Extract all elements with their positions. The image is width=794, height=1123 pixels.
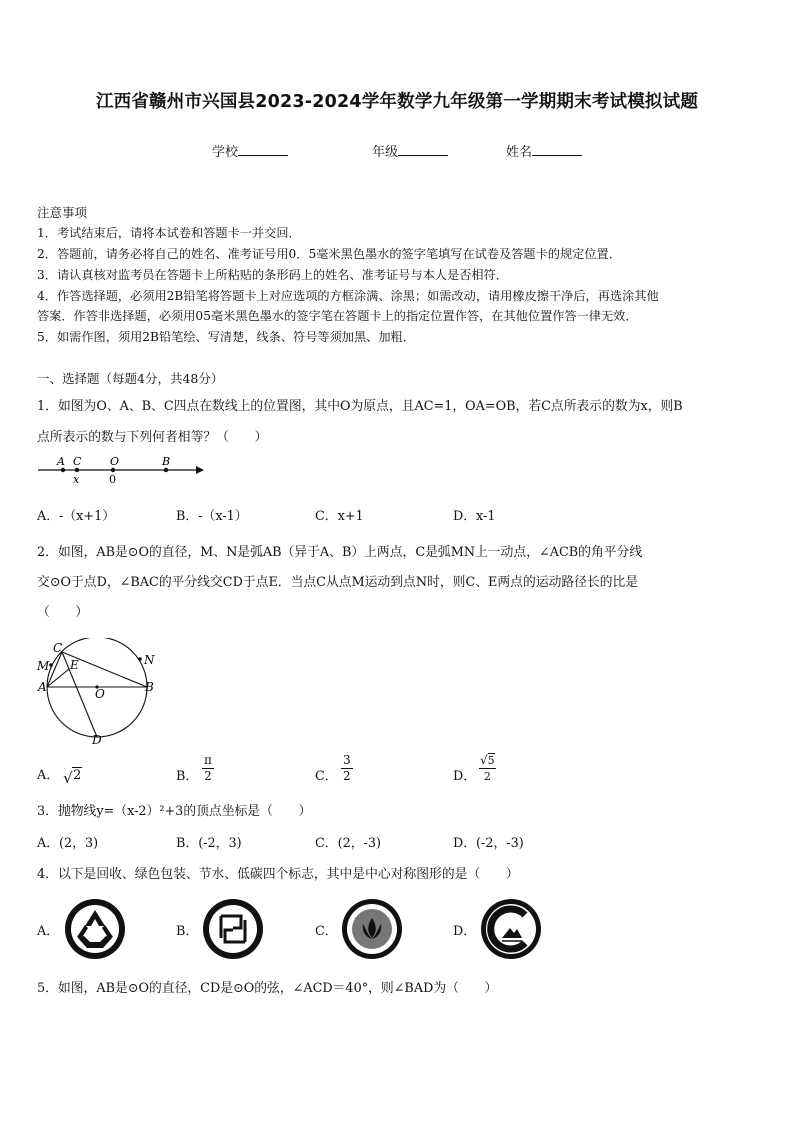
label-m: M xyxy=(37,659,50,673)
fraction-numerator: 5 xyxy=(487,754,495,767)
option-label: B． xyxy=(176,769,199,784)
fraction-denominator: 2 xyxy=(204,769,212,783)
point-b-label: B xyxy=(162,455,171,468)
q3-option-d[interactable]: D．(-2，-3) xyxy=(453,836,524,851)
q1-option-d[interactable]: D．x-1 xyxy=(453,509,496,524)
section-heading: 一、选择题（每题4分，共48分） xyxy=(37,371,224,386)
q3-option-a[interactable]: A．(2，3) xyxy=(37,836,99,851)
note-item: 4．作答选择题，必须用2B铅笔将答题卡上对应选项的方框涂满、涂黑；如需改动，请用橡皮擦干净后，再选涂其他 xyxy=(37,289,659,303)
info-fields xyxy=(0,141,794,161)
label-c: C xyxy=(53,641,63,655)
note-item: 答案．作答非选择题，必须用05毫米黑色墨水的签字笔在答题卡上的指定位置作答，在其他位置作答一律无效． xyxy=(37,309,638,323)
option-label: C． xyxy=(315,769,338,784)
x-label: x xyxy=(73,473,80,486)
label-a: A xyxy=(38,680,47,694)
school-label: 学校 xyxy=(212,145,239,160)
fraction-denominator: 2 xyxy=(483,770,491,783)
q2-text: 2．如图，AB是⊙O的直径，M、N是弧AB（异于A、B）上两点，C是弧MN上一动点，∠ACB的角平分线 xyxy=(37,545,643,560)
label-e: E xyxy=(70,658,79,672)
note-item: 2．答题前，请务必将自己的姓名、准考证号用0．5毫米黑色墨水的签字笔填写在试卷及答题卡的规定位置． xyxy=(37,247,621,261)
point-o-label: O xyxy=(110,455,120,468)
q4-option-c[interactable]: C． xyxy=(315,924,338,939)
sqrt-icon: √ xyxy=(63,769,73,787)
q5-text: 5．如图，AB是⊙O的直径，CD是⊙O的弦，∠ACD＝40°，则∠BAD为（ ） xyxy=(37,981,498,996)
school-field[interactable] xyxy=(212,141,288,160)
note-item: 3．请认真核对监考员在答题卡上所粘贴的条形码上的姓名、准考证号与本人是否相符． xyxy=(37,268,508,282)
q1-text: 1．如图为O、A、B、C四点在数线上的位置图，其中O为原点，且AC=1，OA=OB，若C点所表示的数为x，则B xyxy=(37,399,683,414)
q2-text: 交⊙O于点D，∠BAC的平分线交CD于点E．当点C从点M运动到点N时，则C、E两点的运动路径长的比是 xyxy=(37,575,639,590)
q2-option-a[interactable] xyxy=(37,764,82,787)
fraction-denominator: 2 xyxy=(343,769,351,783)
note-item: 5．如需作图，须用2B铅笔绘、写清楚，线条、符号等须加黑、加粗． xyxy=(37,330,415,344)
fraction-numerator: 3 xyxy=(343,753,351,767)
low-carbon-icon xyxy=(480,898,542,960)
label-d: D xyxy=(92,733,102,747)
notes-heading: 注意事项 xyxy=(37,205,88,220)
recycle-icon xyxy=(64,898,126,960)
option-label: D． xyxy=(453,769,477,784)
label-o: O xyxy=(95,687,105,701)
green-package-icon xyxy=(202,898,264,960)
water-saving-icon xyxy=(341,898,403,960)
q2-text: （ ） xyxy=(37,605,89,620)
q1-text: 点所表示的数与下列何者相等？（ ） xyxy=(37,430,268,445)
point-a-label: A xyxy=(57,455,65,468)
page-title: 江西省赣州市兴国县2023-2024学年数学九年级第一学期期末考试模拟试题 xyxy=(95,92,699,112)
q3-text: 3．抛物线y=（x-2）²+3的顶点坐标是（ ） xyxy=(37,804,312,819)
label-b: B xyxy=(145,680,154,694)
zero-label: 0 xyxy=(109,473,116,486)
name-field[interactable] xyxy=(506,141,582,160)
q3-option-b[interactable]: B．(-2，3) xyxy=(176,836,242,851)
grade-label: 年级 xyxy=(372,145,399,160)
option-value: 2 xyxy=(73,768,82,783)
circle-figure xyxy=(34,638,164,748)
label-n: N xyxy=(144,653,155,667)
q1-option-b[interactable]: B．-（x-1） xyxy=(176,509,248,524)
number-line-figure xyxy=(36,452,206,488)
q1-option-c[interactable]: C．x+1 xyxy=(315,509,364,524)
note-item: 1．考试结束后，请将本试卷和答题卡一并交回． xyxy=(37,226,301,240)
q4-text: 4．以下是回收、绿色包装、节水、低碳四个标志，其中是中心对称图形的是（ ） xyxy=(37,867,519,882)
name-label: 姓名 xyxy=(506,145,533,160)
q3-option-c[interactable]: C．(2，-3) xyxy=(315,836,381,851)
q1-option-a[interactable]: A．-（x+1） xyxy=(37,509,116,524)
q4-option-a[interactable]: A． xyxy=(37,924,60,939)
point-c-label: C xyxy=(73,455,82,468)
q4-option-d[interactable]: D． xyxy=(453,924,477,939)
grade-field[interactable] xyxy=(372,141,448,160)
option-label: A． xyxy=(37,768,60,783)
q4-option-b[interactable]: B． xyxy=(176,924,199,939)
fraction-numerator: π xyxy=(204,753,212,767)
